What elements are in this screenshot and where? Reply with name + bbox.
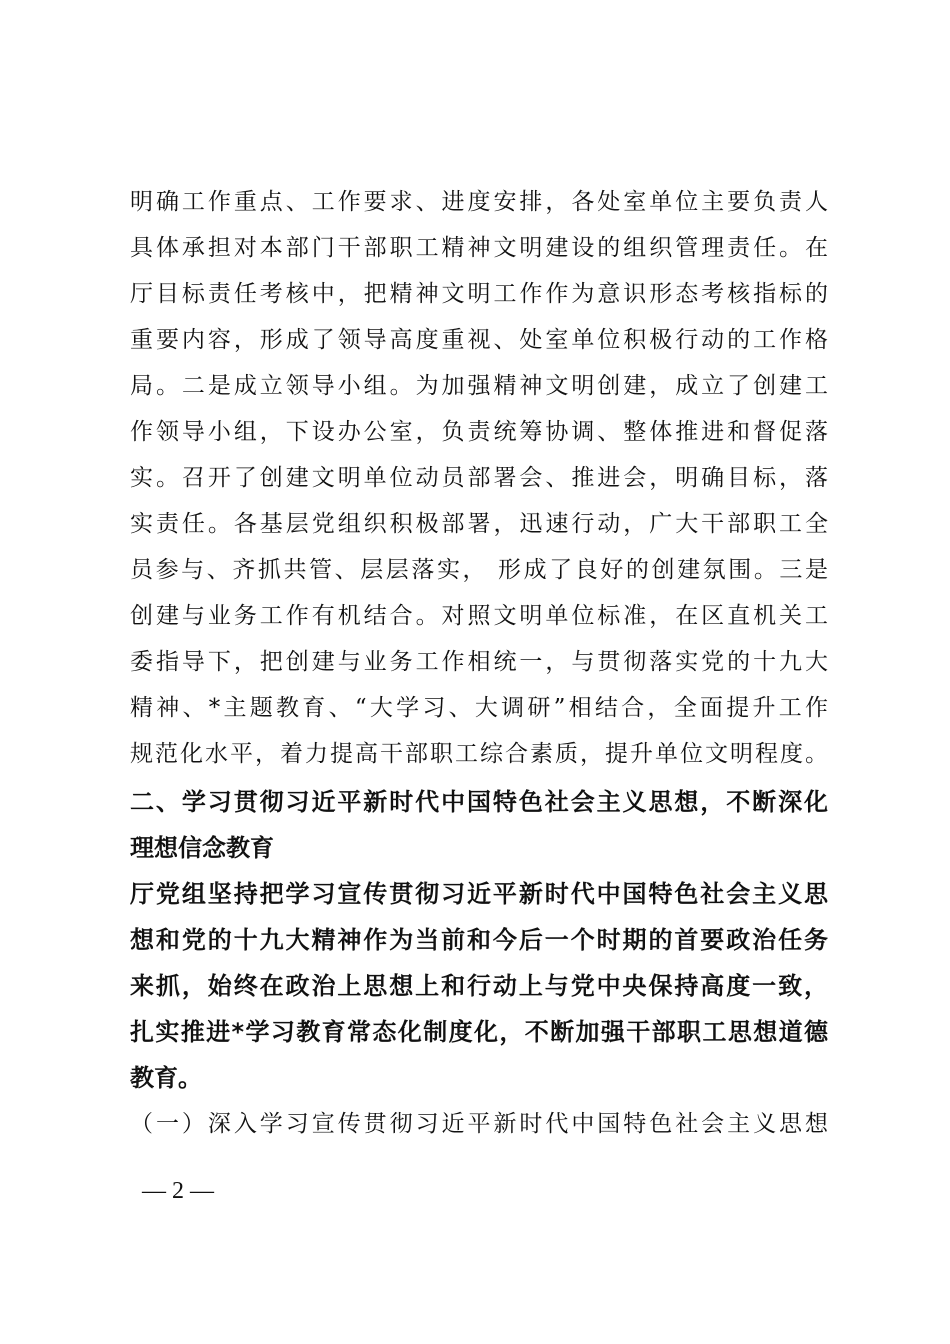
section-body-line: 厅党组坚持把学习宣传贯彻习近平新时代中国特色社会主义思 xyxy=(130,880,828,908)
section-heading-line: 理想信念教育 xyxy=(130,834,274,862)
body-line: 明确工作重点、工作要求、进度安排，各处室单位主要负责人 xyxy=(130,189,828,215)
section-body-line: 扎实推进*学习教育常态化制度化，不断加强干部职工思想道德 xyxy=(130,1018,828,1046)
body-line: 创建与业务工作有机结合。对照文明单位标准，在区直机关工 xyxy=(130,603,828,629)
body-line: 员参与、齐抓共管、层层落实， 形成了良好的创建氛围。三是 xyxy=(130,557,828,583)
body-line: 委指导下，把创建与业务工作相统一，与贯彻落实党的十九大 xyxy=(130,649,828,675)
section-heading-line: 二、学习贯彻习近平新时代中国特色社会主义思想，不断深化 xyxy=(130,788,828,816)
page-number: — 2 — xyxy=(142,1178,214,1204)
body-line: 具体承担对本部门干部职工精神文明建设的组织管理责任。在 xyxy=(130,235,828,261)
body-line: 局。二是成立领导小组。为加强精神文明创建，成立了创建工 xyxy=(130,373,828,399)
section-body-line: 来抓，始终在政治上思想上和行动上与党中央保持高度一致， xyxy=(130,972,828,1000)
body-line: 重要内容，形成了领导高度重视、处室单位积极行动的工作格 xyxy=(130,327,828,353)
body-line: 作领导小组，下设办公室，负责统筹协调、整体推进和督促落 xyxy=(130,419,828,445)
body-line: 实责任。各基层党组织积极部署，迅速行动，广大干部职工全 xyxy=(130,511,828,537)
subheading: （一）深入学习宣传贯彻习近平新时代中国特色社会主义思想 xyxy=(130,1111,828,1137)
body-line: 实。召开了创建文明单位动员部署会、推进会，明确目标，落 xyxy=(130,465,828,491)
body-line: 厅目标责任考核中，把精神文明工作作为意识形态考核指标的 xyxy=(130,281,828,307)
body-line: 规范化水平，着力提高干部职工综合素质，提升单位文明程度。 xyxy=(130,741,828,767)
body-line: 精神、*主题教育、“大学习、大调研”相结合，全面提升工作 xyxy=(130,695,828,721)
section-body-line: 教育。 xyxy=(130,1064,202,1092)
section-body-line: 想和党的十九大精神作为当前和今后一个时期的首要政治任务 xyxy=(130,926,828,954)
